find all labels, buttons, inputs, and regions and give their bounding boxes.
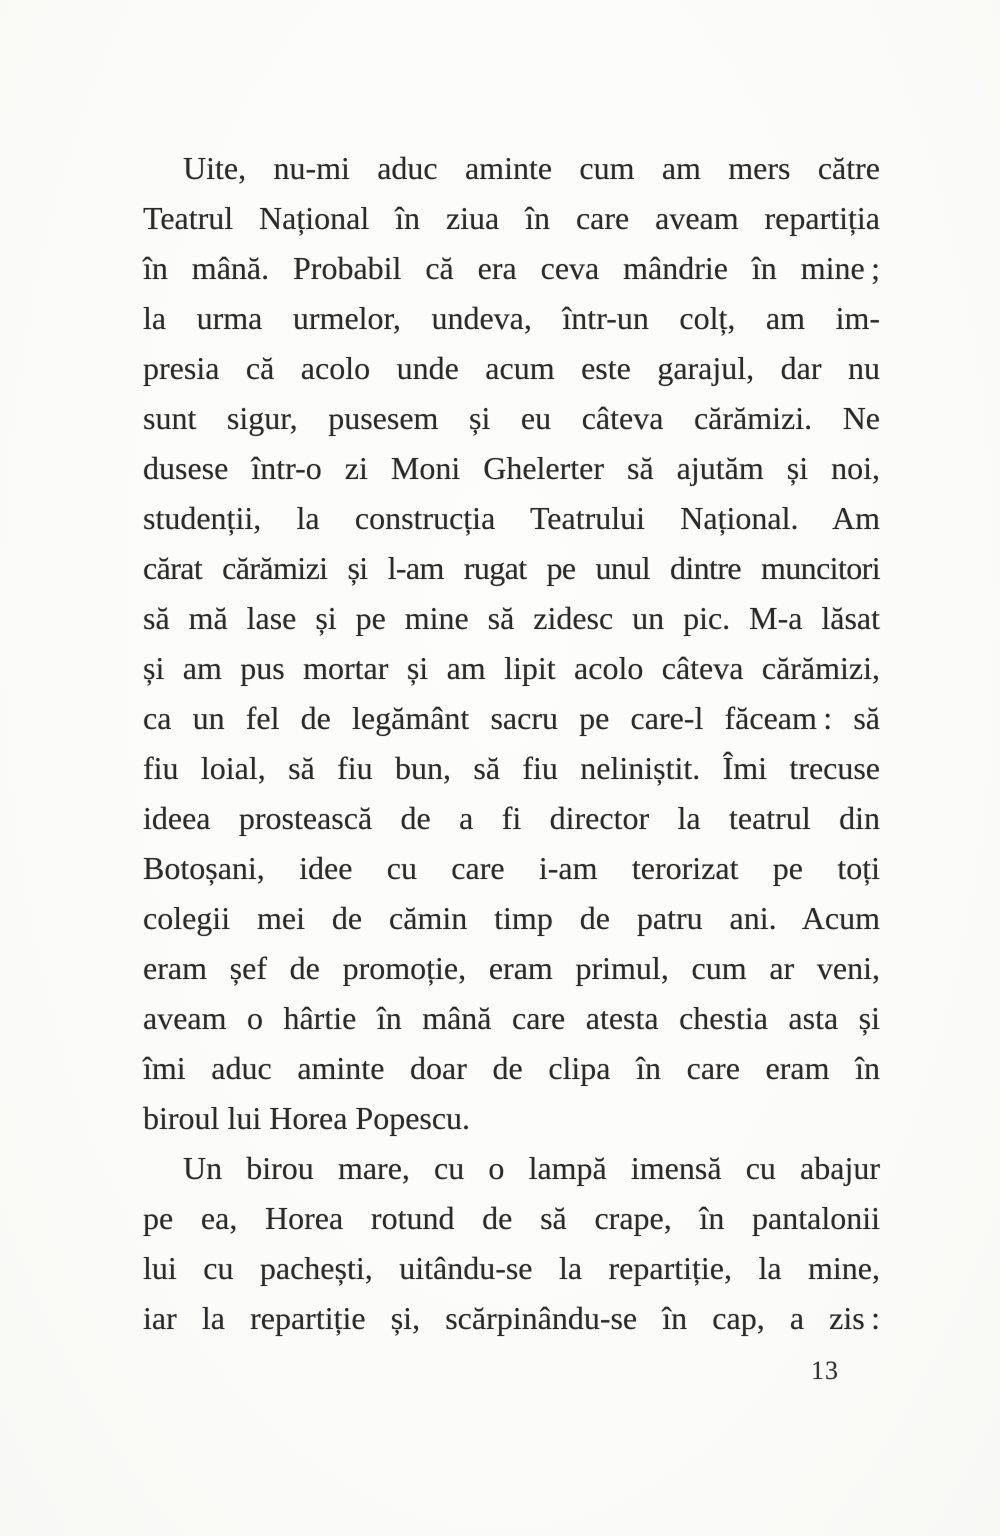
text-line: lui cu pachești, uitându-se la repartiție, la mine, — [143, 1250, 880, 1286]
text-line: iar la repartiție și, scărpinându-se în cap, a zis : — [143, 1300, 880, 1336]
text-line: și am pus mortar și am lipit acolo câteva cărămizi, — [143, 650, 880, 686]
page-text — [143, 143, 880, 1343]
text-line: îmi aduc aminte doar de clipa în care eram în — [143, 1050, 880, 1086]
text-line: la urma urmelor, undeva, într-un colț, am im- — [143, 300, 880, 336]
text-line: în mână. Probabil că era ceva mândrie în mine ; — [143, 250, 880, 286]
text-line: presia că acolo unde acum este garajul, dar nu — [143, 350, 880, 386]
text-line: să mă lase și pe mine să zidesc un pic. M-a lăsat — [143, 600, 880, 636]
text-line: colegii mei de cămin timp de patru ani. Acum — [143, 900, 880, 936]
page-number: 13 — [811, 1356, 839, 1385]
text-line: cărat cărămizi și l-am rugat pe unul dintre muncitori — [143, 550, 880, 586]
text-line: sunt sigur, pusesem și eu câteva cărămizi. Ne — [143, 400, 880, 436]
text-line: Teatrul Național în ziua în care aveam repartiția — [143, 200, 880, 236]
text-line: Botoșani, idee cu care i-am terorizat pe toți — [143, 850, 880, 886]
text-line: fiu loial, să fiu bun, să fiu neliniștit. Îmi trecuse — [143, 750, 880, 786]
text-line: ca un fel de legământ sacru pe care-l făceam : să — [143, 700, 880, 736]
text-line: ideea prostească de a fi director la teatrul din — [143, 800, 880, 836]
text-line: studenții, la construcția Teatrului Național. Am — [143, 500, 880, 536]
text-line: Un birou mare, cu o lampă imensă cu abajur — [183, 1150, 880, 1186]
text-line: Uite, nu-mi aduc aminte cum am mers către — [183, 150, 880, 186]
text-line: pe ea, Horea rotund de să crape, în pantalonii — [143, 1200, 880, 1236]
text-line: biroul lui Horea Popescu. — [143, 1100, 471, 1136]
text-line: aveam o hârtie în mână care atesta chestia asta și — [143, 1000, 880, 1036]
text-line: eram șef de promoție, eram primul, cum ar veni, — [143, 950, 880, 986]
text-line: dusese într-o zi Moni Ghelerter să ajutăm și noi, — [143, 450, 880, 486]
